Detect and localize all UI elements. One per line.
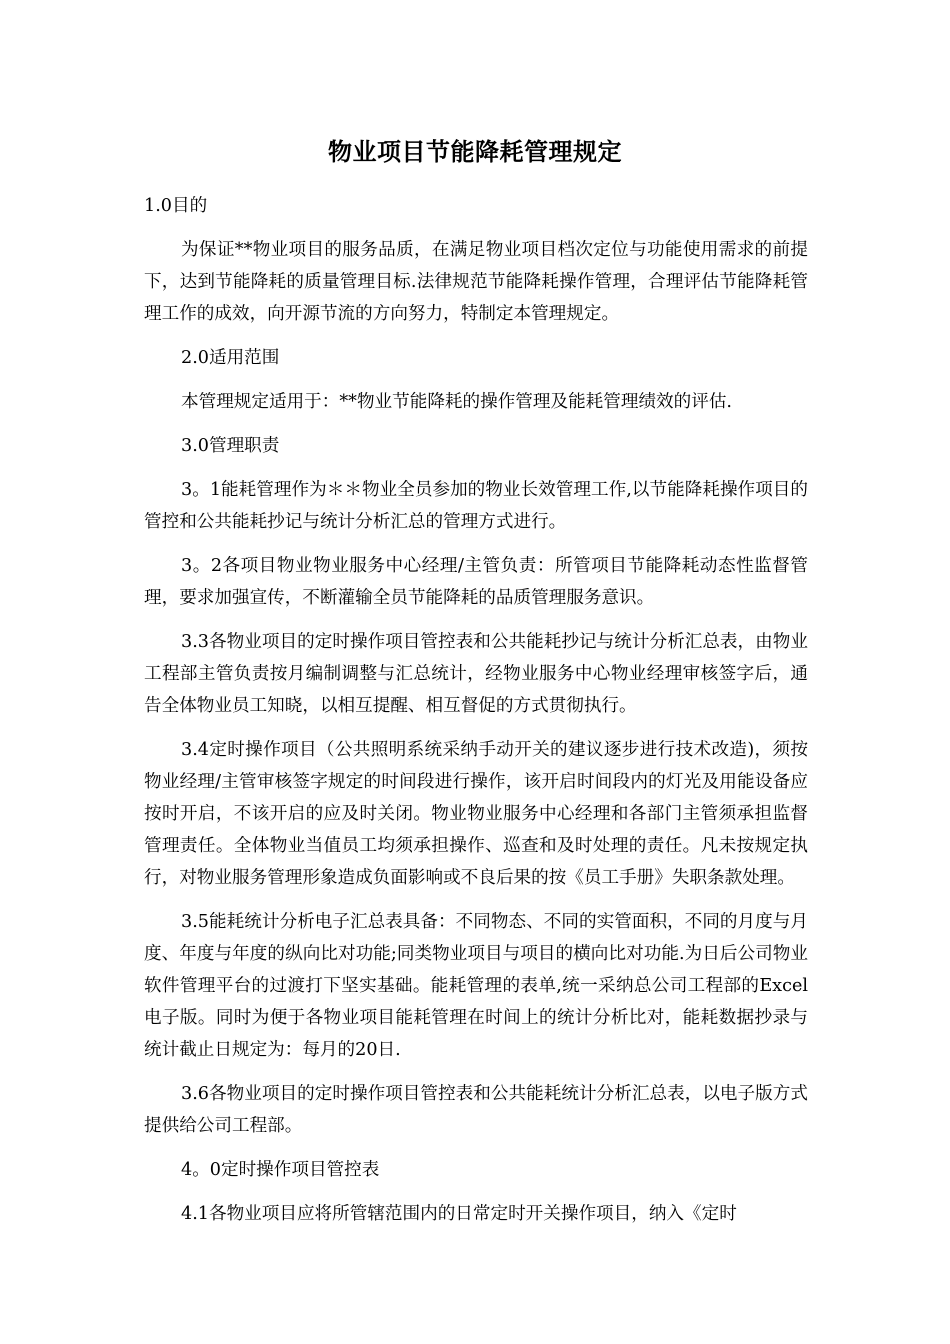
paragraph-scope: 本管理规定适用于：**物业节能降耗的操作管理及能耗管理绩效的评估. bbox=[181, 392, 733, 412]
paragraph-4-1: 4.1各物业项目应将所管辖范围内的日常定时开关操作项目，纳入《定时 bbox=[181, 1204, 737, 1224]
paragraph-3-6: 3.6各物业项目的定时操作项目管控表和公共能耗统计分析汇总表，以电子版方式提供给公司工程部。 bbox=[144, 1084, 808, 1136]
section-heading-scope: 2.0适用范围 bbox=[181, 348, 280, 368]
paragraph-3-2: 3。2各项目物业物业服务中心经理/主管负责：所管项目节能降耗动态性监督管理，要求加强宣传，不断灌输全员节能降耗的品质管理服务意识。 bbox=[144, 556, 808, 608]
paragraph-3-3: 3.3各物业项目的定时操作项目管控表和公共能耗抄记与统计分析汇总表，由物业工程部主管负责按月编制调整与汇总统计，经物业服务中心物业经理审核签字后，通告全体物业员工知晓，以相互提醒、相互督促的方式贯彻执行。 bbox=[144, 632, 808, 716]
document-body bbox=[144, 190, 808, 1242]
section-heading-responsibilities: 3.0管理职责 bbox=[181, 436, 280, 456]
section-heading-purpose: 1.0目的 bbox=[144, 196, 208, 216]
paragraph-3-5: 3.5能耗统计分析电子汇总表具备：不同物态、不同的实管面积，不同的月度与月度、年度与年度的纵向比对功能;同类物业项目与项目的横向比对功能.为日后公司物业软件管理平台的过渡打下坚实基础。能耗管理的表单,统一采纳总公司工程部的Excel电子版。同时为便于各物业项目能耗管理在时间上的统计分析比对，能耗数据抄录与统计截止日规定为：每月的20日. bbox=[144, 912, 808, 1060]
paragraph-purpose: 为保证**物业项目的服务品质，在满足物业项目档次定位与功能使用需求的前提下，达到节能降耗的质量管理目标.法律规范节能降耗操作管理，合理评估节能降耗管理工作的成效，向开源节流的方向努力，特制定本管理规定。 bbox=[144, 240, 808, 324]
section-heading-timed-operations: 4。0定时操作项目管控表 bbox=[181, 1160, 380, 1180]
document-title: 物业项目节能降耗管理规定 bbox=[328, 137, 622, 166]
paragraph-3-4: 3.4定时操作项目（公共照明系统采纳手动开关的建议逐步进行技术改造)，须按物业经理/主管审核签字规定的时间段进行操作，该开启时间段内的灯光及用能设备应按时开启，不该开启的应及时关闭。物业物业服务中心经理和各部门主管须承担监督管理责任。全体物业当值员工均须承担操作、巡查和及时处理的责任。凡未按规定执行，对物业服务管理形象造成负面影响或不良后果的按《员工手册》失职条款处理。 bbox=[144, 740, 808, 888]
paragraph-3-1: 3。1能耗管理作为＊＊物业全员参加的物业长效管理工作,以节能降耗操作项目的管控和公共能耗抄记与统计分析汇总的管理方式进行。 bbox=[144, 480, 808, 532]
